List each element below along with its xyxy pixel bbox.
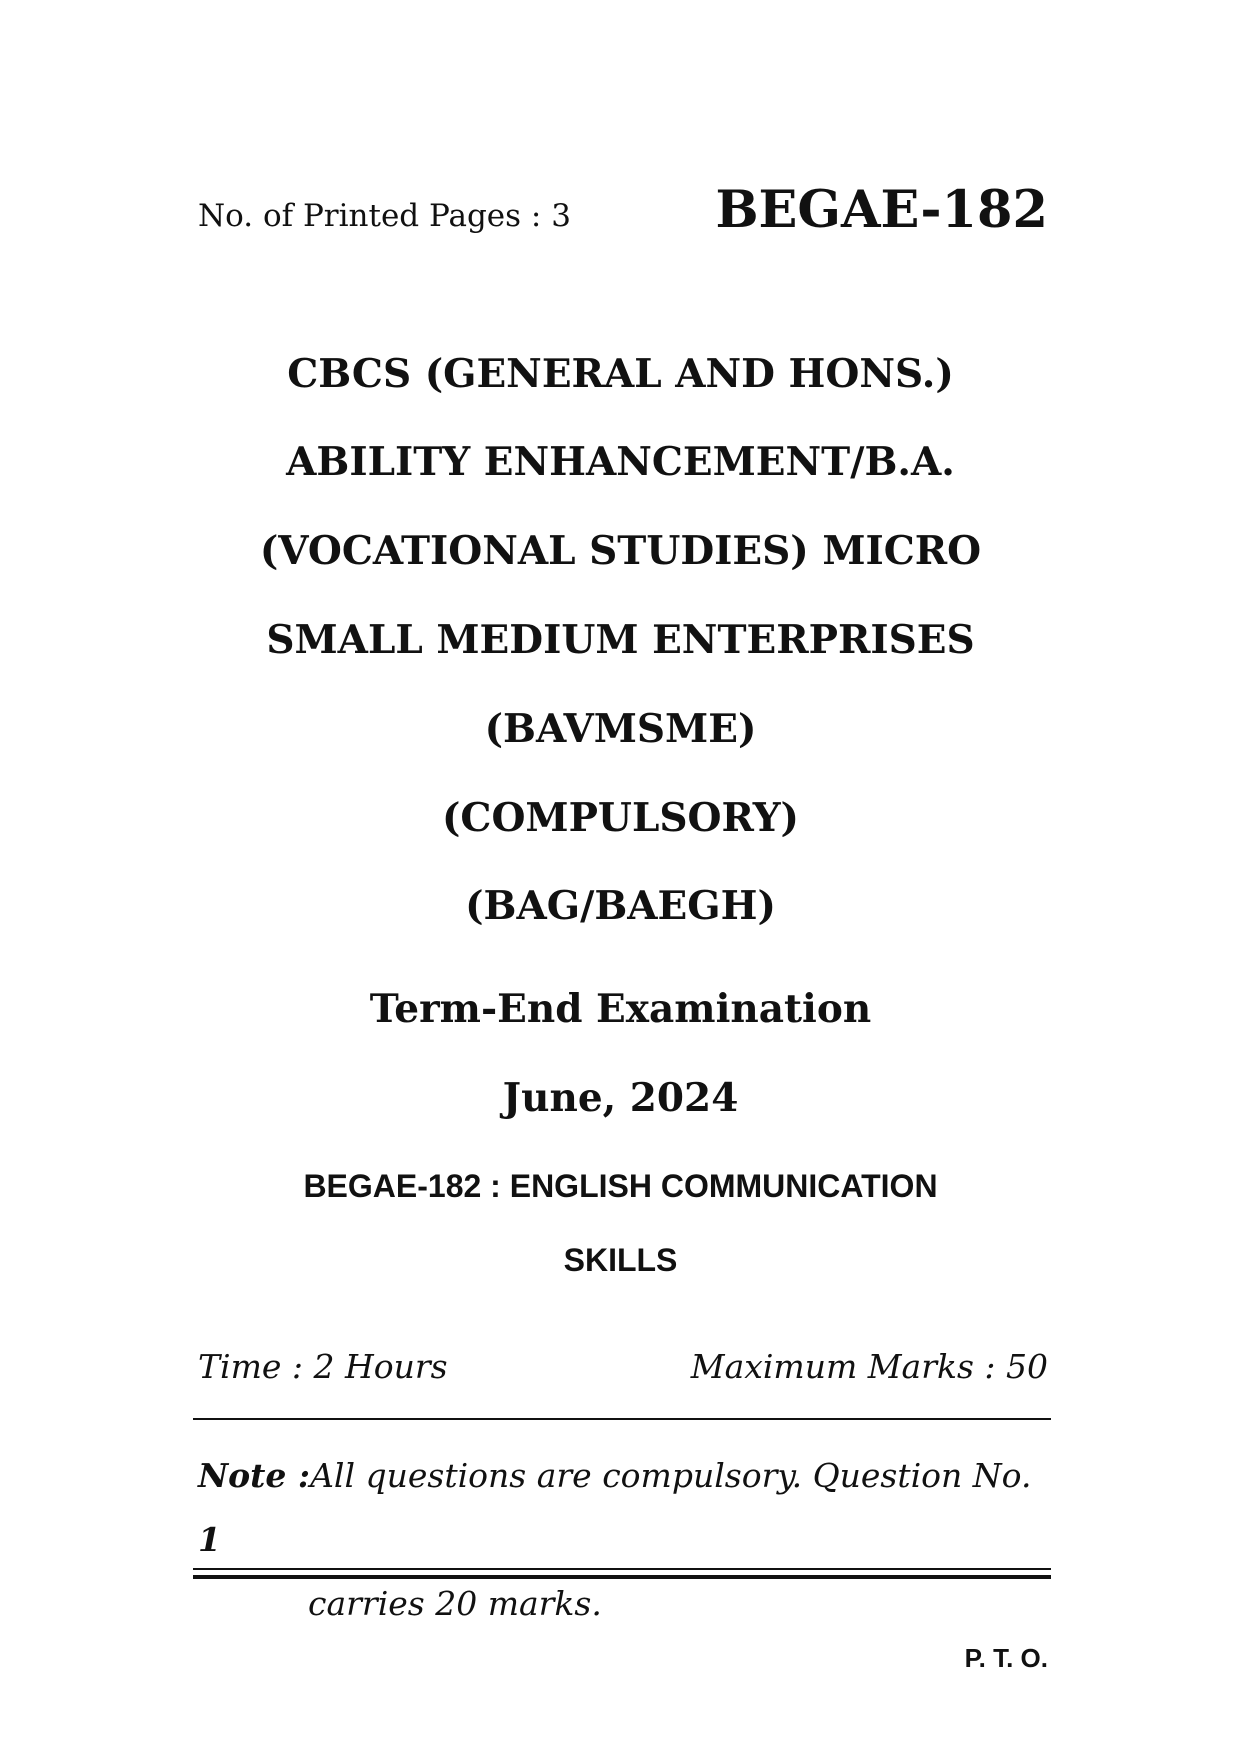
please-turn-over: P. T. O. bbox=[964, 1643, 1048, 1673]
programme-line: (VOCATIONAL STUDIES) MICRO bbox=[259, 528, 982, 574]
printed-pages-count: No. of Printed Pages : 3 bbox=[198, 198, 571, 234]
note-text: All questions are compulsory. Question No. bbox=[310, 1456, 1032, 1495]
note-label: Note : bbox=[198, 1456, 311, 1495]
programme-line: SMALL MEDIUM ENTERPRISES bbox=[266, 617, 975, 663]
programme-line: CBCS (GENERAL AND HONS.) bbox=[287, 351, 954, 397]
instructions-note bbox=[198, 1444, 1056, 1636]
exam-title: Term-End Examination bbox=[369, 986, 872, 1032]
note-text-continued: carries 20 marks. bbox=[308, 1584, 602, 1623]
double-divider-rule bbox=[193, 1568, 1051, 1579]
exam-session: June, 2024 bbox=[502, 1075, 739, 1121]
note-question-number: 1 bbox=[198, 1520, 221, 1559]
maximum-marks: Maximum Marks : 50 bbox=[690, 1347, 1048, 1386]
programme-line: (COMPULSORY) bbox=[441, 795, 800, 841]
course-title: BEGAE-182 : ENGLISH COMMUNICATION bbox=[303, 1168, 938, 1204]
course-title-continued: SKILLS bbox=[563, 1242, 678, 1278]
programme-line: ABILITY ENHANCEMENT/B.A. bbox=[286, 439, 955, 485]
programme-line: (BAVMSME) bbox=[484, 706, 757, 752]
divider-rule bbox=[193, 1418, 1051, 1420]
paper-code: BEGAE-182 bbox=[715, 180, 1048, 240]
time-allowed: Time : 2 Hours bbox=[198, 1347, 448, 1386]
programme-line: (BAG/BAEGH) bbox=[465, 883, 776, 929]
